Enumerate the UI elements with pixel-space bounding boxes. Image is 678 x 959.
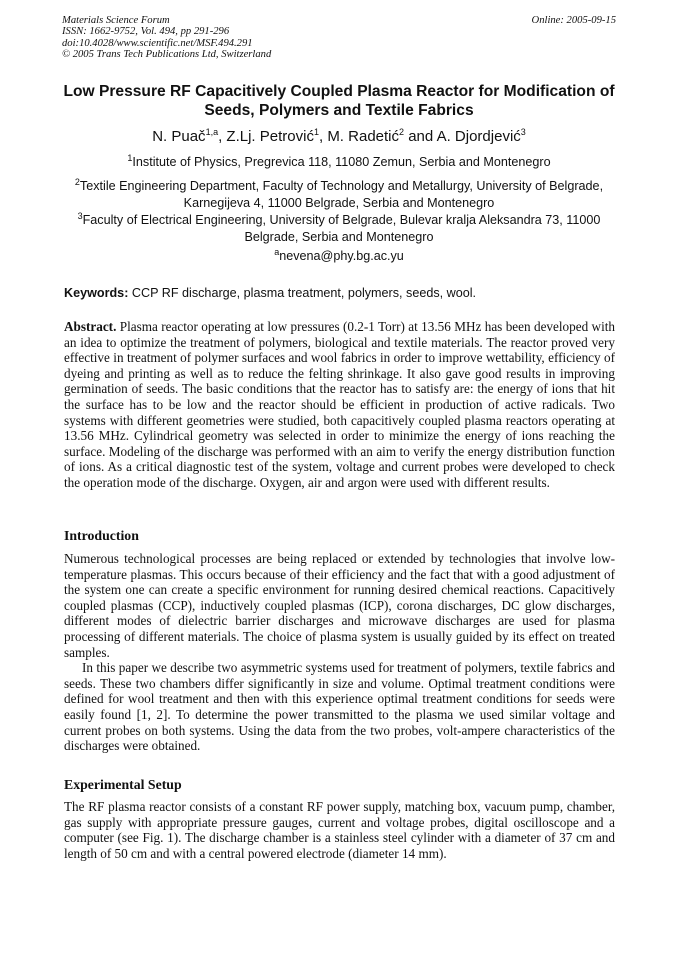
- abstract-text: Plasma reactor operating at low pressures (0.2-1 Torr) at 13.56 MHz has been developed with an idea to optimize the treatment of polymers, biological and textile materials. The reactor proved very effective in treatment of polymer surfaces and wool fabrics in order to improve wettability, efficiency of dyeing and printing as well as to reduce the felting shrinkage. It also gave good results in improving germination of seeds. The basic conditions that the reactor has to satisfy are: the energy of ions that hit the surface has to be low and the reactor should be efficient in production of active radicals. Two systems with different geometries were studied, both capacitively coupled plasma reactors operating at 13.56 MHz. Cylindrical geometry was selected in order to minimize the energy of ions reaching the surface. Modeling of the discharge was performed with an aim to verify the energy distribution function of ions. As a critical diagnostic test of the system, voltage and current probes were developed to check the operation mode of the discharge. Oxygen, air and argon were used with different results.: [64, 319, 615, 490]
- introduction-body: [64, 551, 615, 754]
- author-name: M. Radetić: [327, 128, 400, 145]
- keywords: [64, 285, 616, 301]
- author-affiliation-mark: 1: [313, 127, 319, 137]
- author-email: [58, 248, 620, 265]
- keywords-label: Keywords:: [64, 286, 129, 300]
- journal-name: Materials Science Forum: [62, 15, 170, 26]
- affiliation-2: [58, 178, 620, 211]
- affiliation-mark: 2: [74, 176, 80, 187]
- affiliation-text: Institute of Physics, Pregrevica 118, 11080 Zemun, Serbia and Montenegro: [132, 155, 551, 169]
- affiliation-mark: 3: [77, 210, 83, 221]
- author-affiliation-mark: 3: [520, 127, 526, 137]
- keywords-text: CCP RF discharge, plasma treatment, polymers, seeds, wool.: [131, 286, 477, 300]
- experimental-paragraph-1: The RF plasma reactor consists of a constant RF power supply, matching box, vacuum pump, chamber, gas supply with appropriate pressure gauges, current and voltage probes, digital oscilloscope and a computer (see Fig. 1). The discharge chamber is a stainless steel cylinder with a diameter of 37 cm and length of 50 cm and with a central powered electrode (diameter 14 mm).: [64, 799, 615, 861]
- author-affiliation-mark: 1,a: [205, 127, 219, 137]
- affiliation-1: [58, 154, 620, 171]
- abstract: [64, 319, 615, 491]
- abstract-label: Abstract.: [64, 319, 117, 334]
- author-name: Z.Lj. Petrović: [226, 128, 314, 145]
- affiliation-text: Textile Engineering Department, Faculty of Technology and Metallurgy, University of Belgrade, Karnegijeva 4, 11000 Belgrade, Serbia and Montenegro: [79, 179, 604, 210]
- affiliation-text: Faculty of Electrical Engineering, University of Belgrade, Bulevar kralja Aleksandra 73, 11000 Belgrade, Serbia and Montenegro: [82, 213, 601, 244]
- email-text: nevena@phy.bg.ac.yu: [279, 249, 404, 263]
- experimental-body: [64, 799, 615, 861]
- affiliation-mark: 1: [127, 152, 133, 163]
- author-list: [40, 128, 638, 146]
- journal-header: [62, 15, 616, 60]
- experimental-heading: Experimental Setup: [64, 777, 182, 792]
- author-separator: ,: [218, 128, 227, 145]
- introduction-heading: Introduction: [64, 528, 139, 543]
- introduction-paragraph-1: Numerous technological processes are being replaced or extended by technologies that involve low-temperature plasmas. This occurs because of their efficiency and the fact that with a good adjustment of the system one can create a specific environment for running desired chemical reactions. Capacitively coupled plasmas (CCP), inductively coupled plasmas (ICP), corona discharges, DC glow discharges, different modes of dielectric barrier discharges and microwave discharges are used for plasma processing of different materials. The choice of plasma system is usually guided by its effect on treated samples.: [64, 551, 615, 660]
- paper-title: Low Pressure RF Capacitively Coupled Plasma Reactor for Modification of Seeds, Polymers and Textile Fabrics: [63, 83, 615, 119]
- author-name: N. Puač: [152, 128, 206, 145]
- author-separator: and: [404, 128, 437, 145]
- email-mark: a: [274, 246, 280, 257]
- author-name: A. Djordjević: [436, 128, 521, 145]
- affiliation-3: [58, 212, 620, 245]
- online-date: Online: 2005-09-15: [531, 15, 616, 26]
- author-affiliation-mark: 2: [399, 127, 405, 137]
- issn-line: ISSN: 1662-9752, Vol. 494, pp 291-296: [62, 26, 230, 38]
- copyright-line: © 2005 Trans Tech Publications Ltd, Switzerland: [62, 48, 272, 60]
- doi-line: doi:10.4028/www.scientific.net/MSF.494.291: [62, 37, 253, 49]
- author-separator: ,: [318, 128, 328, 145]
- introduction-paragraph-2: In this paper we describe two asymmetric systems used for treatment of polymers, textile fabrics and seeds. These two chambers differ significantly in size and volume. Optimal treatment conditions were defined for wool treatment and then with this experience optimal treatment conditions for seeds were easily found [1, 2]. To determine the power transmitted to the plasma we used similar voltage and current probes on both systems. Using the data from the two probes, volt-ampere characteristics of the discharges were obtained.: [64, 660, 615, 754]
